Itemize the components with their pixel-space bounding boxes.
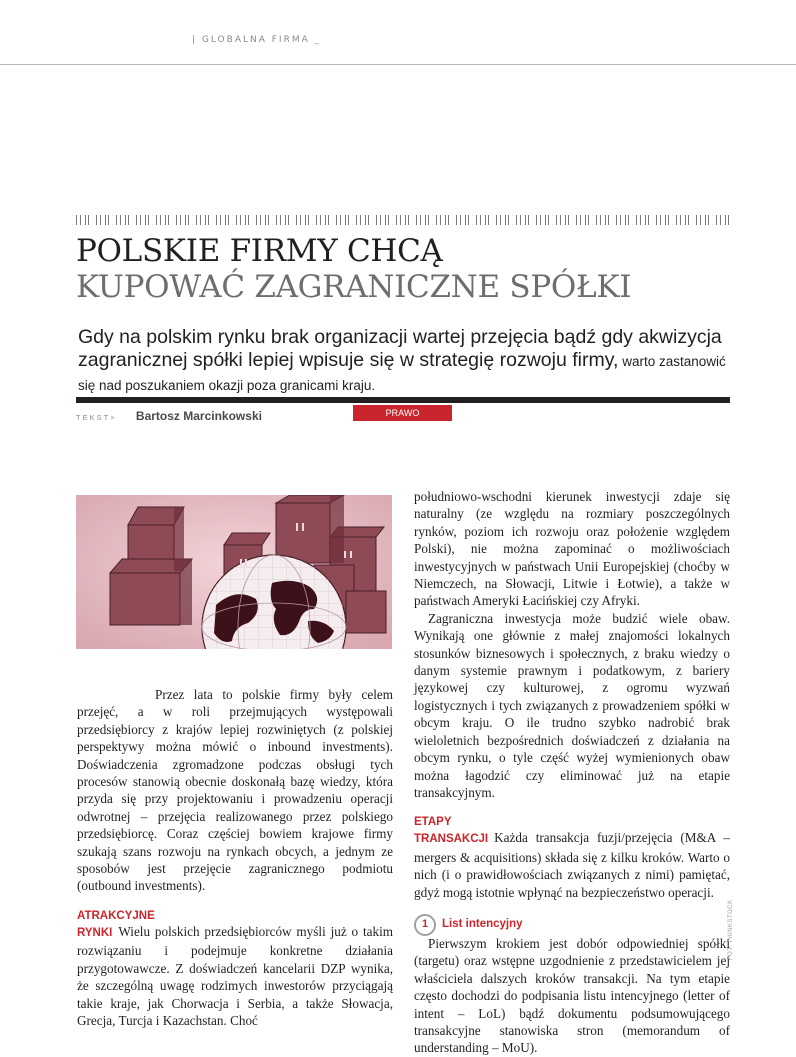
decorative-bar-rule — [76, 215, 730, 225]
subheading-etapy-transakcji — [414, 815, 730, 829]
subheading-line-2: RYNKI — [77, 926, 113, 939]
photo-credit: FOT. THINKSTOCK — [728, 899, 734, 960]
article-headline — [76, 233, 631, 305]
step-title: List intencyjny — [442, 918, 523, 931]
lead-main: Gdy na polskim rynku brak organizacji wartej przejęcia bądź gdy akwizycja zagranicznej spółki lepiej wpisuje się w strategię rozwoju firmy, — [78, 326, 722, 371]
lead-small: warto zastanowić się nad poszukaniem okazji poza granicami kraju. — [78, 354, 726, 393]
headline-line-2: KUPOWAĆ ZAGRANICZNE SPÓŁKI — [76, 269, 632, 305]
subheading-atrakcyjne-rynki — [77, 909, 393, 923]
author-name: Bartosz Marcinkowski — [135, 409, 262, 423]
subheading-line-2: TRANSAKCJI — [414, 833, 489, 846]
header-divider — [0, 64, 796, 65]
paragraph-steps — [414, 829, 730, 901]
paragraph-concerns: Zagraniczna inwestycja może budzić wiele obaw. Wynikają one głównie z małej znajomości lokalnych stosunków biznesowych i społecznych, z braku wiedzy o danym systemie prawnym i podatkowym, z bariery językowej czy kulturowej, z ogromu wyzwań logistycznych i tych związanych z prowadzeniem spółki w obcym kraju. O ile trudno szybko nadrobić brak wieloletnich bezpośrednich doświadczeń z działania na obcym rynku, o tyle część wyżej wymienionych obaw można łagodzić czy eliminować już na etapie transakcyjnym. — [414, 610, 730, 800]
step-heading — [414, 915, 730, 935]
paragraph-markets-text: Wielu polskich przedsiębiorców myśli już o takim rozwiązaniu i podejmuje konkretne działania przygotowawcze. Z doświadczeń kancelarii DZP wynika, że szczególną uwagę rodzimych inwestorów przyciągają takie kraje, jak Chorwacja i Serbia, a także Słowacja, Grecja, Turcja i Kazachstan. Choć — [77, 923, 393, 1028]
step-number-badge: 1 — [414, 914, 436, 936]
paragraph-directions: południowo-wschodni kierunek inwestycji zdaje się naturalny (ze względu na rozmiary poszczególnych rynków, poziom ich rozwoju oraz położenie względem Polski), nie można zapominać o możliwościach inwestycyjnych w państwach Unii Europejskiej (choćby w Niemczech, na Słowacji, Litwie i Łotwie), a także w państwach Ameryki Łacińskiej czy Afryki. — [414, 489, 730, 609]
paragraph-letter-of-intent: Pierwszym krokiem jest dobór odpowiedniej spółki (targetu) oraz wstępne uzgodnienie z przedstawicielem jej właściciela dalszych kroków transakcji. Na tym etapie często dochodzi do podpisania listu intencyjnego (letter of intent – LoL) bądź dokumentu podsumowującego transakcyjne stanowiska stron (memorandum of understanding – MoU). — [414, 935, 730, 1056]
byline-divider — [76, 397, 730, 403]
subheading-line-1: ETAPY — [414, 816, 452, 829]
article-photo — [76, 495, 392, 649]
subheading-line-1: ATRAKCYJNE — [77, 909, 155, 922]
article-lead — [78, 326, 738, 397]
text-column-right — [414, 488, 730, 1057]
byline — [76, 409, 262, 423]
category-tag: PRAWO — [353, 405, 452, 421]
section-label: | GLOBALNA FIRMA _ — [192, 35, 322, 45]
text-column-left — [77, 686, 393, 1029]
paragraph-steps-text: Każda transakcja fuzji/przejęcia (M&A – mergers & acquisitions) składa się z kilku kroków. Warto o nich (i o prawidłowościach związanych z nimi) pamiętać, gdyż mogą istotnie wpłynąć na bezpieczeństwo operacji. — [414, 830, 730, 900]
paragraph-intro: Przez lata to polskie firmy były celem przejęć, a w roli przejmujących występowali przedsiębiorcy z krajów lepiej rozwiniętych (z polskiej perspektywy można mówić o inbound investments). Doświadczenia zgromadzone podczas obsługi tych procesów stanowią obecnie doskonałą bazę wiedzy, która przyda się przy projektowaniu i prowadzeniu operacji odwrotnej – przejęcia realizowanego przez polskiego przedsiębiorcę. Coraz częściej bowiem krajowe firmy szukają szans rozwoju na rynkach obcych, a jednym ze sposobów jest przejęcie zagranicznego podmiotu (outbound investments). — [77, 687, 393, 894]
paragraph-markets — [77, 923, 393, 1029]
byline-label: TEKST> — [76, 413, 117, 422]
headline-line-1: POLSKIE FIRMY CHCĄ — [76, 233, 443, 269]
